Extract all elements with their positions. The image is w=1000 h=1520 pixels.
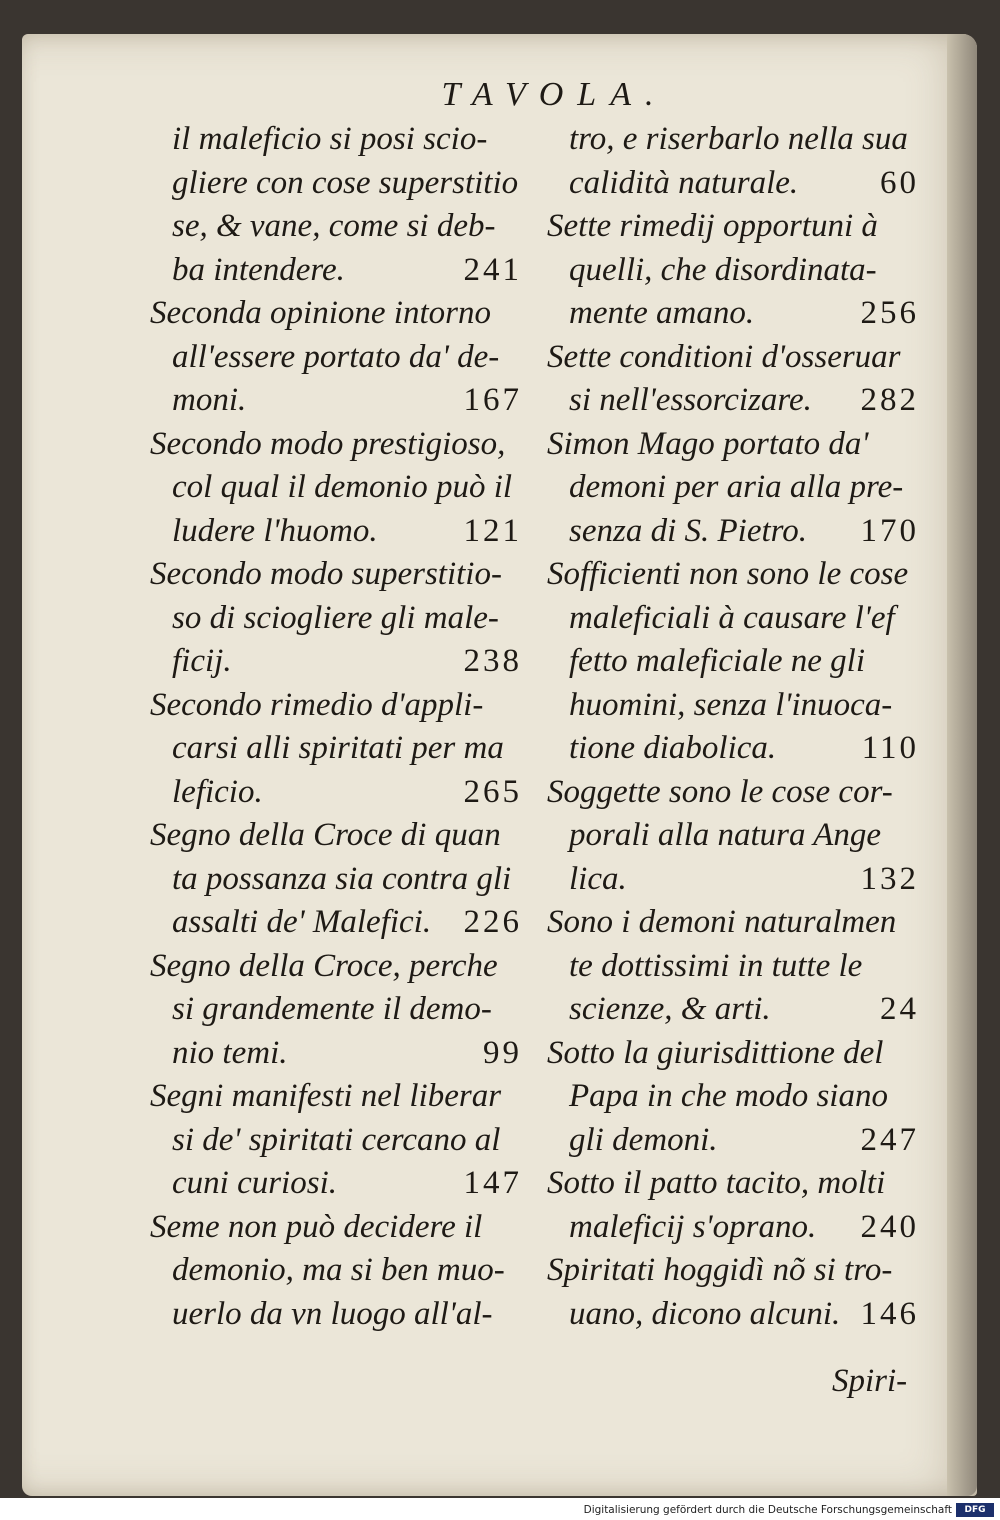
index-line-text: Simon Mago portato da': [547, 425, 869, 462]
index-line-text: demonio, ma si ben muo-: [172, 1252, 505, 1288]
index-line-text: senza di S. Pietro.: [569, 512, 808, 549]
index-line: [150, 814, 530, 858]
index-line-text: col qual il demonio può il: [172, 469, 513, 505]
index-line-text: Sotto la giurisdittione del: [547, 1034, 884, 1071]
catchword: Spiri-: [832, 1363, 908, 1399]
index-line-text: quelli, che disordinata-: [569, 251, 877, 288]
index-line: [150, 597, 530, 641]
index-line-text: Secondo modo superstitio-: [150, 556, 502, 592]
index-line-text: si de' spiritati cercano al: [172, 1121, 501, 1158]
index-line: [547, 553, 927, 597]
index-line-text: porali alla natura Ange: [569, 817, 881, 853]
index-line-text: Sette rimedij opportuni à: [547, 208, 878, 244]
index-line: [547, 988, 927, 1032]
index-line-text: Soggette sono le cose cor-: [547, 773, 893, 810]
index-line-text: moni.: [172, 382, 247, 418]
index-line-text: Secondo rimedio d'appli-: [150, 686, 484, 723]
index-line-text: se, & vane, come si deb-: [172, 208, 496, 244]
index-line-text: si nell'essorcizare.: [569, 382, 812, 418]
page-spine-edge: [947, 34, 977, 1496]
index-line: [150, 988, 530, 1032]
dfg-logo: DFG: [956, 1503, 994, 1517]
index-line-text: lica.: [569, 860, 627, 897]
index-line-text: maleficij s'oprano.: [569, 1208, 817, 1245]
index-line: [547, 858, 927, 902]
index-line: [150, 118, 530, 162]
page-reference: 256: [860, 295, 919, 331]
index-line-text: leficio.: [172, 773, 263, 810]
running-head: TAVOLA.: [441, 76, 668, 113]
index-line: [547, 771, 927, 815]
index-line-text: mente amano.: [569, 295, 755, 331]
index-line-text: tione diabolica.: [569, 730, 777, 766]
index-line-text: il maleficio si posi scio-: [172, 121, 488, 157]
index-line-text: Seme non può decidere il: [150, 1208, 483, 1245]
index-line-text: gliere con cose superstitio: [172, 164, 519, 201]
index-line-text: Papa in che modo siano: [569, 1078, 888, 1114]
index-line-text: Spiritati hoggidì nõ si tro-: [547, 1252, 893, 1288]
index-line: [547, 640, 927, 684]
index-line-text: carsi alli spiritati per ma: [172, 730, 504, 766]
index-line-text: ta possanza sia contra gli: [172, 860, 512, 897]
page-reference: 110: [861, 730, 919, 766]
index-line-text: si grandemente il demo-: [172, 991, 492, 1027]
page-reference: 24: [880, 991, 919, 1027]
index-line-text: gli demoni.: [569, 1121, 718, 1158]
page-reference: 167: [463, 382, 522, 418]
index-line: [547, 205, 927, 249]
index-line: [150, 249, 530, 293]
digitization-footer: [0, 1498, 1000, 1520]
index-line-text: huomini, senza l'inuoca-: [569, 686, 893, 723]
index-line: [150, 901, 530, 945]
index-line-text: nio temi.: [172, 1034, 288, 1071]
index-line: [150, 858, 530, 902]
index-line: [547, 1162, 927, 1206]
page-reference: 60: [880, 164, 919, 201]
index-line: [547, 423, 927, 467]
index-line: [547, 901, 927, 945]
index-line-text: all'essere portato da' de-: [172, 338, 500, 375]
index-line-text: tro, e riserbarlo nella sua: [569, 121, 908, 157]
index-line: [150, 510, 530, 554]
index-line: [547, 814, 927, 858]
index-line-text: maleficiali à causare l'ef: [569, 599, 895, 636]
index-line: [150, 945, 530, 989]
page-reference: 132: [860, 860, 919, 897]
index-line-text: Sotto il patto tacito, molti: [547, 1165, 886, 1201]
index-line-text: Segno della Croce, perche: [150, 947, 498, 984]
book-page: [22, 34, 977, 1496]
index-line: [150, 1032, 530, 1076]
index-line-text: Sofficienti non sono le cose: [547, 556, 909, 592]
index-line: [547, 118, 927, 162]
index-line-text: calidità naturale.: [569, 164, 799, 201]
index-line: [150, 1119, 530, 1163]
page-reference: 146: [860, 1295, 919, 1332]
index-line: [150, 292, 530, 336]
index-line-text: demoni per aria alla pre-: [569, 469, 904, 505]
index-line: [150, 727, 530, 771]
index-line-text: fetto maleficiale ne gli: [569, 643, 866, 679]
page-reference: 147: [463, 1165, 522, 1201]
left-index-column: [150, 118, 530, 1336]
index-line: [547, 727, 927, 771]
index-line-text: Sono i demoni naturalmen: [547, 904, 897, 940]
index-line-text: scienze, & arti.: [569, 991, 771, 1027]
page-reference: 99: [483, 1034, 522, 1071]
index-line: [547, 1249, 927, 1293]
index-line: [150, 205, 530, 249]
page-reference: 282: [860, 382, 919, 418]
index-line: [150, 771, 530, 815]
page-reference: 247: [860, 1121, 919, 1158]
page-reference: 238: [463, 643, 522, 679]
index-line: [150, 1293, 530, 1337]
index-line: [547, 1075, 927, 1119]
index-line: [150, 684, 530, 728]
index-line: [547, 1032, 927, 1076]
index-line: [150, 379, 530, 423]
page-reference: 121: [463, 512, 522, 549]
page-reference: 265: [463, 773, 522, 810]
index-line: [150, 162, 530, 206]
index-line-text: ludere l'huomo.: [172, 512, 378, 549]
index-line: [547, 1119, 927, 1163]
index-line-text: cuni curiosi.: [172, 1165, 337, 1201]
index-line-text: te dottissimi in tutte le: [569, 947, 863, 984]
index-line: [547, 466, 927, 510]
footer-credit: Digitalisierung gefördert durch die Deutsche Forschungsgemeinschaft: [583, 1504, 952, 1516]
index-line: [547, 292, 927, 336]
index-line: [150, 423, 530, 467]
index-line: [547, 945, 927, 989]
index-line: [150, 466, 530, 510]
page-reference: 170: [860, 512, 919, 549]
index-line: [547, 510, 927, 554]
index-line-text: Secondo modo prestigioso,: [150, 425, 506, 462]
index-line: [150, 640, 530, 684]
index-line: [150, 553, 530, 597]
index-line-text: so di sciogliere gli male-: [172, 599, 499, 636]
index-line-text: uerlo da vn luogo all'al-: [172, 1295, 493, 1332]
index-line: [150, 1162, 530, 1206]
index-line-text: Seconda opinione intorno: [150, 295, 491, 331]
index-line: [547, 1206, 927, 1250]
index-line: [547, 684, 927, 728]
index-line-text: uano, dicono alcuni.: [569, 1295, 841, 1332]
index-line-text: assalti de' Malefici.: [172, 904, 432, 940]
index-line: [547, 162, 927, 206]
index-line: [150, 1075, 530, 1119]
index-line-text: Segni manifesti nel liberar: [150, 1078, 502, 1114]
index-line: [150, 1206, 530, 1250]
index-line: [547, 336, 927, 380]
index-line: [150, 1249, 530, 1293]
index-line: [150, 336, 530, 380]
index-line: [547, 249, 927, 293]
index-line-text: ba intendere.: [172, 251, 345, 288]
index-line-text: Sette conditioni d'osseruar: [547, 338, 901, 375]
page-reference: 240: [860, 1208, 919, 1245]
page-reference: 241: [463, 251, 522, 288]
index-line-text: Segno della Croce di quan: [150, 817, 501, 853]
index-line: [547, 1293, 927, 1337]
index-line: [547, 379, 927, 423]
right-index-column: [547, 118, 927, 1336]
index-line: [547, 597, 927, 641]
index-line-text: ficij.: [172, 643, 232, 679]
page-reference: 226: [463, 904, 522, 940]
